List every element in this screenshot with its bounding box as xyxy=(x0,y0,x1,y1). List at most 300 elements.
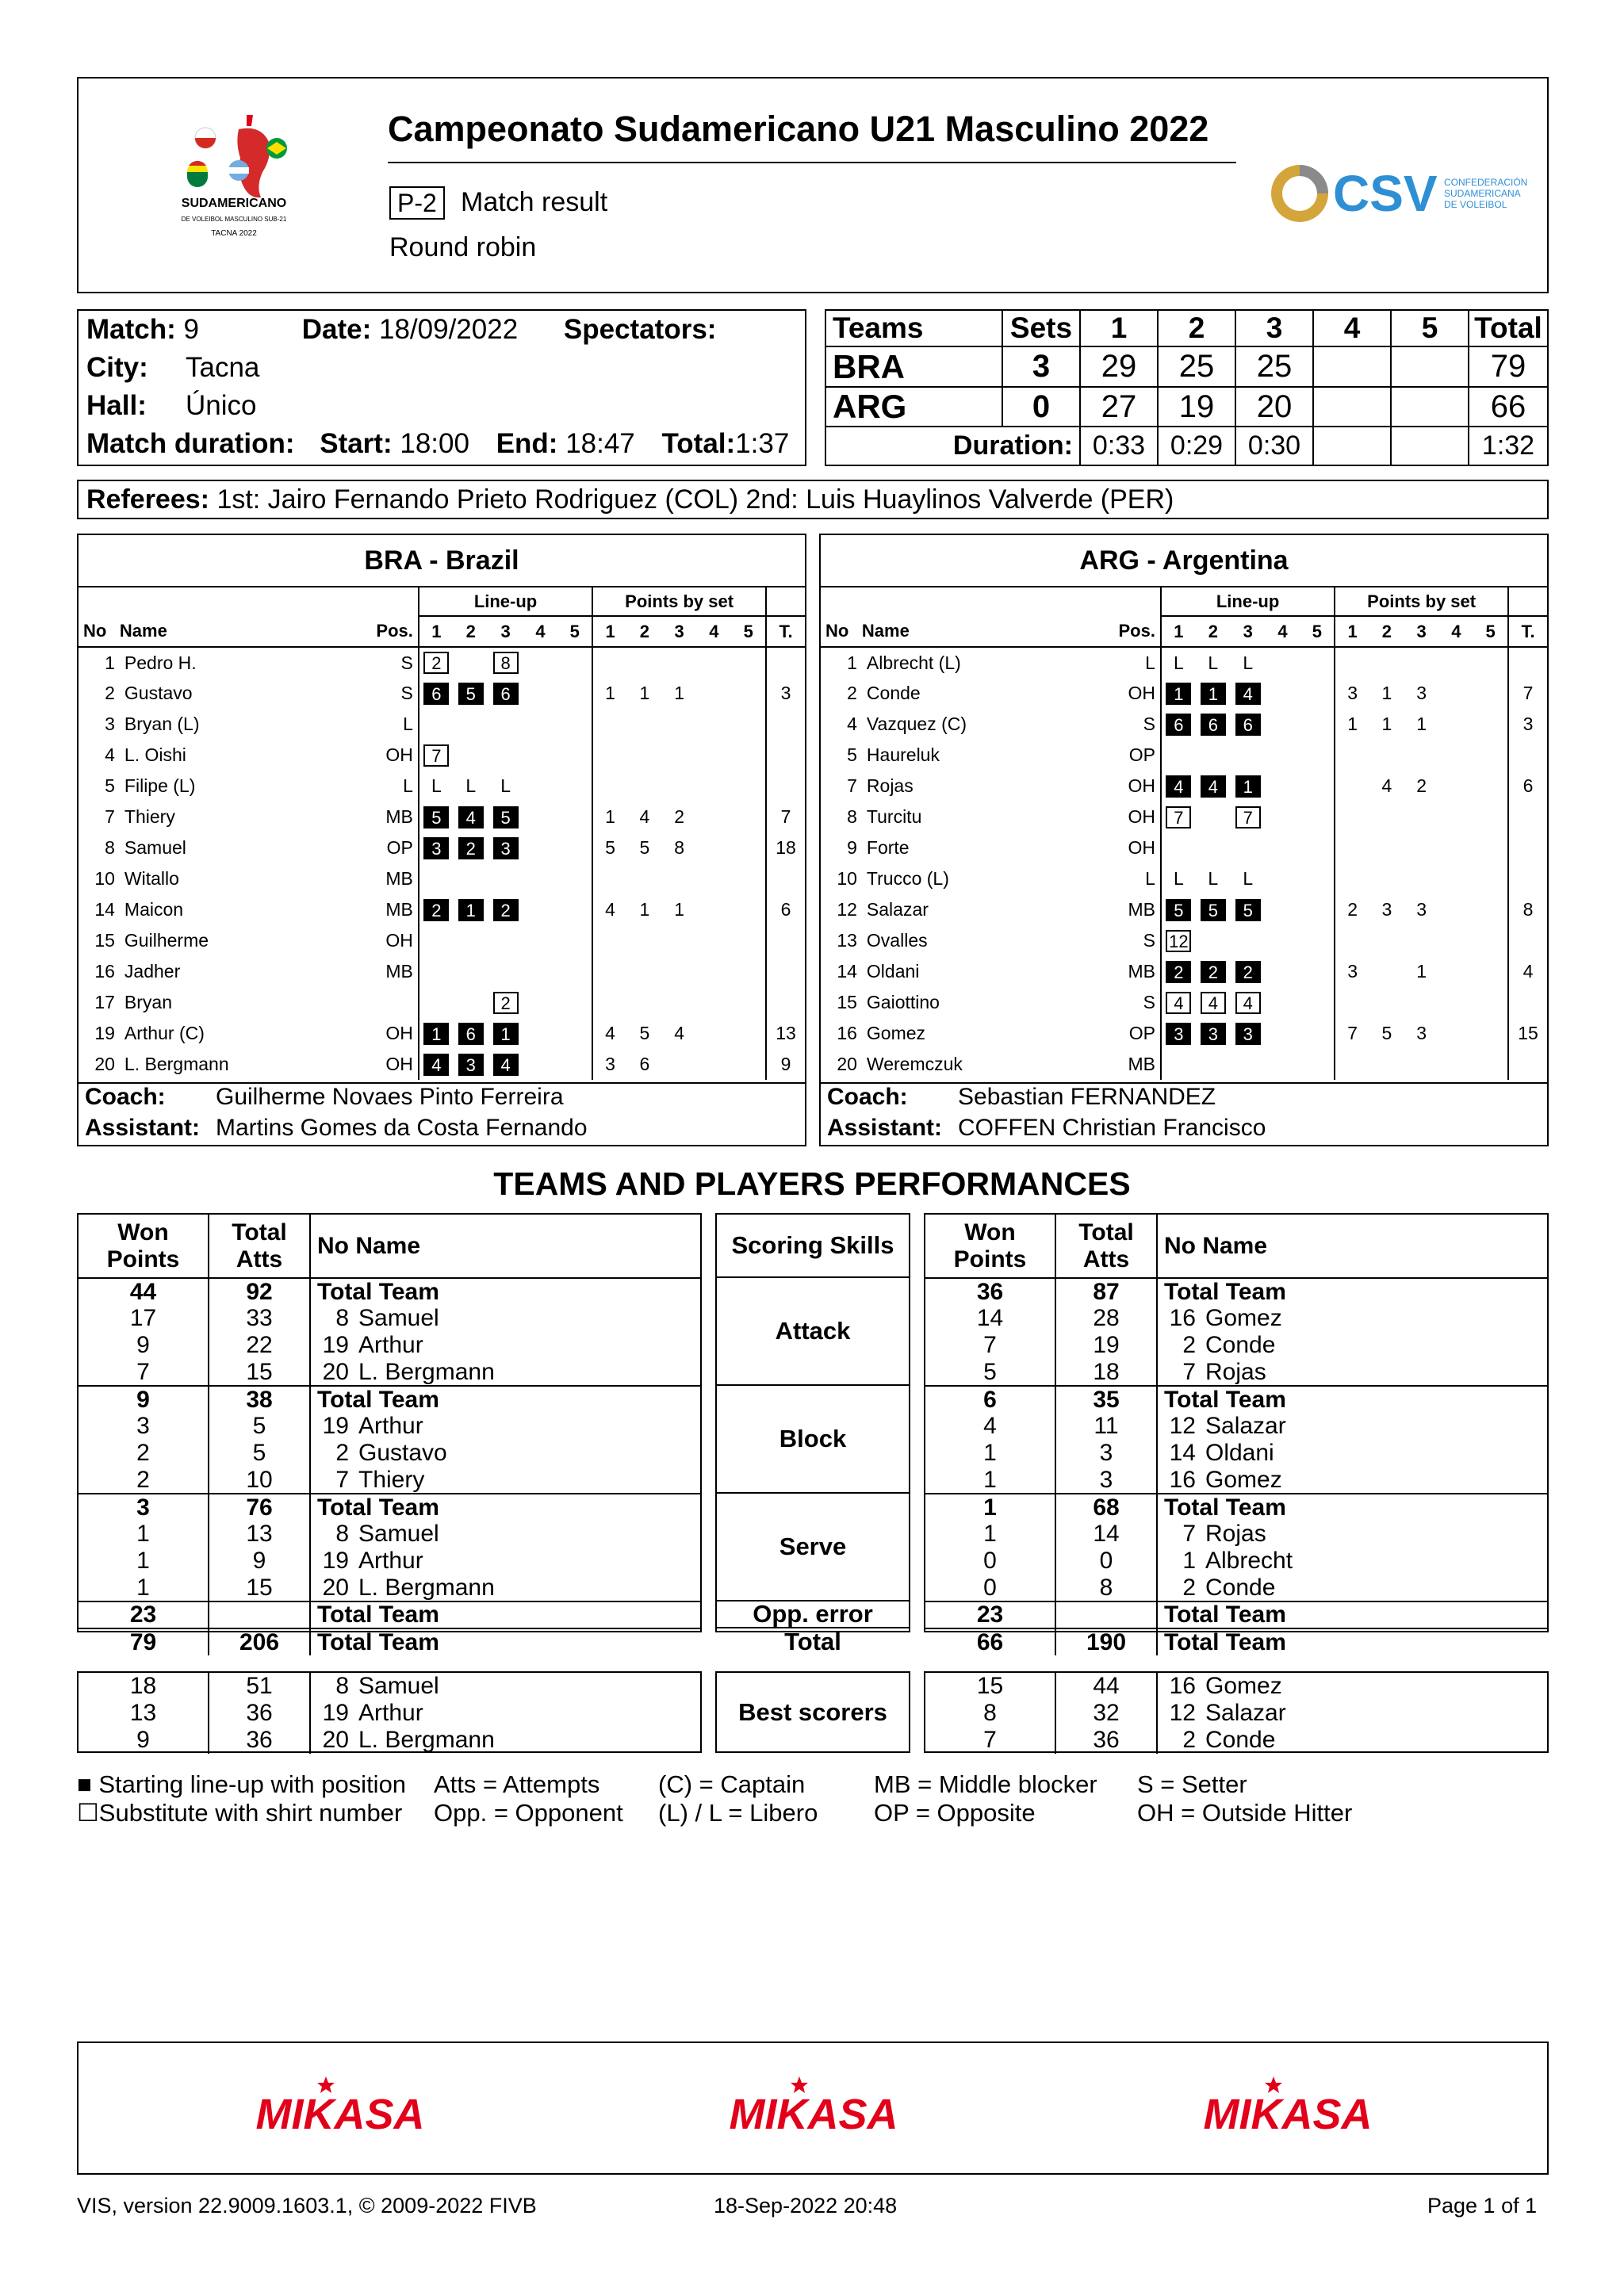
libero-mark: L xyxy=(1174,868,1184,889)
player-total: 15 xyxy=(1518,1023,1538,1043)
player-total xyxy=(766,987,805,1018)
set-points xyxy=(731,832,766,863)
set-points xyxy=(592,987,627,1018)
performance-row xyxy=(925,1575,1547,1601)
set-points xyxy=(1473,678,1508,709)
set-points xyxy=(1439,740,1474,771)
col-won-points: Won Points xyxy=(79,1215,209,1278)
set-points xyxy=(1473,647,1508,678)
player-row xyxy=(821,1049,1547,1080)
match-date: 18/09/2022 xyxy=(378,314,519,345)
player-number: 3 xyxy=(105,714,115,734)
player-name: Total Team xyxy=(1164,1628,1286,1655)
substitute-number: 4 xyxy=(1201,992,1226,1014)
column-header: 2 xyxy=(639,621,649,641)
player-position: OH xyxy=(376,740,418,771)
column-header: 5 xyxy=(557,616,592,647)
player-total xyxy=(766,771,805,802)
set-points: 5 xyxy=(639,1023,650,1043)
starting-position: 4 xyxy=(458,806,484,828)
column-header: 1 xyxy=(431,621,442,641)
player-name: Bryan xyxy=(124,992,173,1012)
set-points xyxy=(697,1049,732,1080)
player-name: Guilherme xyxy=(124,930,209,951)
duration-row: Duration: 0:33 0:29 0:30 1:32 xyxy=(825,427,1548,465)
player-name: Gustavo xyxy=(124,683,193,703)
total-atts: 15 xyxy=(209,1359,310,1386)
player-total xyxy=(766,956,805,987)
total-atts: 28 xyxy=(1055,1305,1157,1332)
set-points xyxy=(1473,987,1508,1018)
set-points: 3 xyxy=(1416,683,1427,703)
legend-item: S = Setter xyxy=(1137,1770,1247,1798)
player-row xyxy=(821,678,1547,709)
starting-position: 3 xyxy=(423,837,449,859)
performance-row xyxy=(79,1575,700,1601)
set-points xyxy=(592,740,627,771)
set-points xyxy=(627,987,662,1018)
player-number: 2 xyxy=(1182,1727,1196,1753)
svg-text:DE VOLEIBOL: DE VOLEIBOL xyxy=(1444,199,1507,210)
libero-mark: L xyxy=(1174,652,1184,673)
player-name: Turcitu xyxy=(866,806,922,827)
event-logo xyxy=(174,110,348,261)
set-points: 3 xyxy=(605,1054,615,1074)
player-name: Rojas xyxy=(866,775,914,796)
set-points: 7 xyxy=(1347,1023,1358,1043)
footer-page: Page 1 of 1 xyxy=(1427,2194,1538,2218)
set-points: 1 xyxy=(1381,683,1392,703)
player-number: 5 xyxy=(105,775,115,796)
player-name: Arthur xyxy=(358,1700,423,1726)
player-number: 20 xyxy=(322,1358,349,1385)
player-number: 1 xyxy=(847,652,857,673)
player-name: Samuel xyxy=(358,1305,439,1331)
player-number: 15 xyxy=(94,930,115,951)
legend-item: MB = Middle blocker xyxy=(874,1770,1097,1798)
set-points: 4 xyxy=(1381,775,1392,796)
starting-position: 4 xyxy=(1235,683,1261,705)
total-atts: 5 xyxy=(209,1440,310,1467)
substitute-number: 2 xyxy=(493,992,519,1014)
player-row xyxy=(821,863,1547,894)
player-row xyxy=(821,740,1547,771)
set-points: 1 xyxy=(1416,961,1427,982)
won-points: 5 xyxy=(925,1359,1055,1386)
city-row: City: Tacna xyxy=(86,352,260,383)
player-row xyxy=(79,771,805,802)
starting-position: 4 xyxy=(493,1054,519,1076)
set-points xyxy=(1335,771,1369,802)
set-points: 2 xyxy=(1416,775,1427,796)
starting-position: 4 xyxy=(1201,775,1226,798)
player-total xyxy=(1508,925,1547,956)
set-points xyxy=(731,925,766,956)
player-total: 6 xyxy=(780,899,791,920)
total-time: 1:37 xyxy=(735,428,790,459)
set-points xyxy=(1439,863,1474,894)
col-set3: 3 xyxy=(1235,310,1313,346)
total-atts: 13 xyxy=(209,1521,310,1548)
set-points xyxy=(662,863,697,894)
player-name: Conde xyxy=(1205,1332,1276,1358)
performance-row xyxy=(79,1601,700,1628)
set-points: 2 xyxy=(1347,899,1358,920)
starting-position: 2 xyxy=(1201,961,1226,983)
won-points: 1 xyxy=(925,1494,1055,1521)
player-name: Oldani xyxy=(866,961,920,982)
performance-row xyxy=(925,1700,1547,1727)
set-points: 3 xyxy=(1416,899,1427,920)
referees: Referees: 1st: Jairo Fernando Prieto Rodriguez (COL) 2nd: Luis Huaylinos Valverde (PER) xyxy=(77,480,1549,519)
column-header: Pos. xyxy=(376,616,418,647)
set-points xyxy=(1369,987,1404,1018)
player-row xyxy=(79,647,805,678)
svg-text:SUDAMERICANA: SUDAMERICANA xyxy=(1444,188,1521,199)
player-number: 1 xyxy=(105,652,115,673)
set-points xyxy=(1439,1049,1474,1080)
legend-item: Atts = Attempts xyxy=(434,1770,600,1798)
column-header: Name xyxy=(119,621,167,641)
set-points xyxy=(1369,832,1404,863)
set-points xyxy=(1404,1049,1439,1080)
total-atts: 36 xyxy=(209,1727,310,1754)
player-position: OH xyxy=(1118,802,1160,832)
player-row xyxy=(821,987,1547,1018)
libero-mark: L xyxy=(1243,652,1254,673)
column-header: Name xyxy=(861,621,910,641)
mikasa-logo xyxy=(1185,2075,1391,2138)
set-points xyxy=(1473,832,1508,863)
player-position: L xyxy=(1118,863,1160,894)
won-points: 44 xyxy=(79,1278,209,1305)
set-points xyxy=(1369,1049,1404,1080)
player-position: MB xyxy=(376,956,418,987)
hall-value: Único xyxy=(186,390,257,421)
player-name: Total Team xyxy=(1164,1278,1286,1305)
set-points xyxy=(627,771,662,802)
player-name: Gomez xyxy=(1205,1305,1282,1331)
set-points xyxy=(1404,740,1439,771)
lineup-header: Line-up xyxy=(1161,587,1335,616)
set-points xyxy=(662,987,697,1018)
player-name: Total Team xyxy=(317,1494,439,1521)
libero-mark: L xyxy=(1208,652,1219,673)
column-header: 1 xyxy=(1347,621,1358,641)
set-points xyxy=(1473,925,1508,956)
round-label: Round robin xyxy=(389,232,537,262)
player-row xyxy=(79,863,805,894)
player-name: L. Bergmann xyxy=(358,1574,495,1601)
total-atts: 44 xyxy=(1055,1673,1157,1700)
total-atts: 18 xyxy=(1055,1359,1157,1386)
svg-text:MIKASA: MIKASA xyxy=(1203,2091,1373,2138)
set-points xyxy=(1439,925,1474,956)
set-points xyxy=(1439,771,1474,802)
starting-position: 3 xyxy=(493,837,519,859)
set-points xyxy=(627,647,662,678)
svg-text:SUDAMERICANO: SUDAMERICANO xyxy=(181,197,287,210)
coach-row: Coach: Guilherme Novaes Pinto Ferreira xyxy=(85,1084,564,1110)
player-row xyxy=(79,956,805,987)
performance-row xyxy=(925,1628,1547,1655)
set-points xyxy=(1439,647,1474,678)
total-atts: 35 xyxy=(1055,1386,1157,1413)
player-number: 16 xyxy=(1169,1305,1196,1331)
set-points: 4 xyxy=(639,806,650,827)
performance-row xyxy=(79,1673,700,1700)
set-points xyxy=(1473,956,1508,987)
end-time: 18:47 xyxy=(565,428,635,459)
set-points: 1 xyxy=(1347,714,1358,734)
set-points xyxy=(731,956,766,987)
player-number: 19 xyxy=(322,1332,349,1358)
starting-position: 2 xyxy=(493,899,519,921)
starting-position: 3 xyxy=(1201,1023,1226,1045)
player-name: Pedro H. xyxy=(124,652,197,673)
player-row xyxy=(79,678,805,709)
player-name: L. Bergmann xyxy=(358,1727,495,1753)
team-title: ARG - Argentina xyxy=(821,535,1547,587)
player-name: Conde xyxy=(866,683,921,703)
libero-mark: L xyxy=(431,775,442,796)
total-atts: 92 xyxy=(209,1278,310,1305)
player-position: L xyxy=(376,771,418,802)
total-atts: 0 xyxy=(1055,1548,1157,1575)
column-header: 4 xyxy=(1451,621,1461,641)
set-points xyxy=(1473,740,1508,771)
performance-row xyxy=(79,1548,700,1575)
column-header: 2 xyxy=(1208,621,1218,641)
set-points xyxy=(662,925,697,956)
player-number: 8 xyxy=(335,1673,349,1699)
performance-row xyxy=(79,1332,700,1359)
set-points xyxy=(731,709,766,740)
total-atts: 33 xyxy=(209,1305,310,1332)
col-set4: 4 xyxy=(1313,310,1391,346)
legend-item: (L) / L = Libero xyxy=(658,1799,818,1827)
won-points: 18 xyxy=(79,1673,209,1700)
total-atts: 8 xyxy=(1055,1575,1157,1601)
mikasa-logo xyxy=(710,2075,917,2138)
set-points: 1 xyxy=(674,683,685,703)
set-points xyxy=(1473,1049,1508,1080)
player-number: 7 xyxy=(105,806,115,827)
coach-row: Coach: Sebastian FERNANDEZ xyxy=(827,1084,1216,1110)
won-points: 8 xyxy=(925,1700,1055,1727)
svg-text:CONFEDERACIÓN: CONFEDERACIÓN xyxy=(1444,177,1528,188)
substitute-number: 4 xyxy=(1235,992,1261,1014)
column-header: T. xyxy=(1521,621,1535,641)
set-points: 1 xyxy=(1416,714,1427,734)
set-points: 4 xyxy=(605,1023,615,1043)
player-position: S xyxy=(376,678,418,709)
set-points xyxy=(627,925,662,956)
performance-row xyxy=(925,1305,1547,1332)
set-points xyxy=(1473,1018,1508,1049)
player-number: 20 xyxy=(837,1054,857,1074)
set-points xyxy=(697,740,732,771)
set-points xyxy=(592,647,627,678)
skills-header: Scoring Skills xyxy=(717,1215,909,1278)
set-points xyxy=(697,925,732,956)
total-atts: 3 xyxy=(1055,1440,1157,1467)
set-points xyxy=(1473,863,1508,894)
set-points xyxy=(731,771,766,802)
player-name: Samuel xyxy=(124,837,186,858)
set-points xyxy=(1404,863,1439,894)
set-points xyxy=(1473,771,1508,802)
set-points xyxy=(731,863,766,894)
won-points: 1 xyxy=(79,1575,209,1601)
svg-text:CSV: CSV xyxy=(1333,165,1438,222)
player-total xyxy=(766,925,805,956)
coach-name: Guilherme Novaes Pinto Ferreira xyxy=(216,1084,564,1110)
player-position: OH xyxy=(376,925,418,956)
document-header xyxy=(77,77,1549,293)
player-name: Total Team xyxy=(1164,1601,1286,1628)
performance-row xyxy=(925,1332,1547,1359)
column-header: 5 xyxy=(1300,616,1335,647)
player-number: 8 xyxy=(335,1305,349,1331)
col-won-points: Won Points xyxy=(925,1215,1055,1278)
set-points xyxy=(1439,1018,1474,1049)
set-points xyxy=(1404,987,1439,1018)
player-name: Jadher xyxy=(124,961,181,982)
total-atts: 68 xyxy=(1055,1494,1157,1521)
set-points xyxy=(1335,1049,1369,1080)
player-number: 7 xyxy=(1182,1358,1196,1385)
performance-row xyxy=(79,1700,700,1727)
column-header: T. xyxy=(779,621,793,641)
player-number: 14 xyxy=(94,899,115,920)
column-header: 4 xyxy=(1277,621,1288,641)
set-points: 1 xyxy=(674,899,685,920)
set-points xyxy=(1369,647,1404,678)
player-total xyxy=(1508,802,1547,832)
player-row xyxy=(821,802,1547,832)
performance-row xyxy=(79,1359,700,1386)
player-name: Salazar xyxy=(1205,1700,1286,1726)
set-points xyxy=(1404,925,1439,956)
player-row xyxy=(79,894,805,925)
column-header: 2 xyxy=(465,621,476,641)
score-row-arg: ARG 0 27 19 20 66 xyxy=(825,387,1548,427)
set-points xyxy=(1439,956,1474,987)
assistant-row: Assistant: COFFEN Christian Francisco xyxy=(827,1115,1266,1141)
starting-position: 2 xyxy=(458,837,484,859)
libero-mark: L xyxy=(1208,868,1219,889)
set-points xyxy=(1369,863,1404,894)
set-points: 5 xyxy=(1381,1023,1392,1043)
player-row xyxy=(79,1049,805,1080)
player-name: Salazar xyxy=(866,899,929,920)
player-number: 20 xyxy=(322,1574,349,1601)
starting-position: 1 xyxy=(493,1023,519,1045)
player-name: Rojas xyxy=(1205,1358,1266,1385)
player-number: 7 xyxy=(1182,1521,1196,1547)
set-points: 1 xyxy=(605,806,615,827)
starting-position: 3 xyxy=(1166,1023,1191,1045)
won-points: 1 xyxy=(925,1521,1055,1548)
column-header: 3 xyxy=(1416,621,1427,641)
starting-position: 4 xyxy=(423,1054,449,1076)
performance-row xyxy=(925,1386,1547,1413)
won-points: 79 xyxy=(79,1628,209,1655)
won-points: 3 xyxy=(79,1413,209,1440)
won-points: 1 xyxy=(925,1440,1055,1467)
substitute-number: 7 xyxy=(1235,806,1261,828)
player-name: Arthur xyxy=(358,1548,423,1574)
document-code: P-2 xyxy=(389,186,445,220)
player-name: Total Team xyxy=(1164,1494,1286,1521)
set-points xyxy=(731,1049,766,1080)
player-name: Gustavo xyxy=(358,1440,447,1466)
set-points xyxy=(1369,740,1404,771)
set-points xyxy=(662,1049,697,1080)
total-atts: 36 xyxy=(1055,1727,1157,1754)
player-number: 20 xyxy=(94,1054,115,1074)
starting-position: 3 xyxy=(1235,1023,1261,1045)
won-points: 1 xyxy=(79,1548,209,1575)
player-name: Albrecht (L) xyxy=(866,652,961,673)
legend-item: ☐Substitute with shirt number xyxy=(77,1799,403,1827)
player-number: 8 xyxy=(335,1521,349,1547)
svg-text:MIKASA: MIKASA xyxy=(729,2091,898,2138)
player-position: S xyxy=(376,647,418,678)
total-atts: 38 xyxy=(209,1386,310,1413)
team-roster-arg xyxy=(819,534,1549,1146)
match-number: 9 xyxy=(183,314,199,345)
col-sets: Sets xyxy=(1002,310,1080,346)
set-points xyxy=(731,894,766,925)
set-points: 6 xyxy=(639,1054,650,1074)
team-roster-bra xyxy=(77,534,806,1146)
starting-position: 6 xyxy=(423,683,449,705)
col-total-atts: Total Atts xyxy=(1055,1215,1157,1278)
referees-text: 1st: Jairo Fernando Prieto Rodriguez (COL) 2nd: Luis Huaylinos Valverde (PER) xyxy=(216,484,1174,515)
starting-position: 6 xyxy=(1166,714,1191,736)
performance-row xyxy=(79,1521,700,1548)
performance-row xyxy=(79,1467,700,1494)
player-row xyxy=(79,832,805,863)
performance-row xyxy=(925,1494,1547,1521)
performance-row xyxy=(79,1386,700,1413)
total-atts xyxy=(209,1601,310,1628)
starting-position: 1 xyxy=(458,899,484,921)
svg-text:DE VOLEIBOL MASCULINO SUB-21: DE VOLEIBOL MASCULINO SUB-21 xyxy=(181,216,287,223)
set-points xyxy=(1335,647,1369,678)
starting-position: 5 xyxy=(1235,899,1261,921)
performance-row xyxy=(79,1305,700,1332)
set-points: 1 xyxy=(1381,714,1392,734)
player-number: 19 xyxy=(94,1023,115,1043)
performance-row xyxy=(925,1467,1547,1494)
player-name: Gaiottino xyxy=(866,992,940,1012)
performance-row xyxy=(79,1413,700,1440)
total-atts: 206 xyxy=(209,1628,310,1655)
set-points: 8 xyxy=(674,837,685,858)
player-number: 5 xyxy=(847,744,857,765)
total-atts: 5 xyxy=(209,1413,310,1440)
won-points: 66 xyxy=(925,1628,1055,1655)
player-name: Conde xyxy=(1205,1727,1276,1753)
column-header: Pos. xyxy=(1118,616,1160,647)
player-number: 1 xyxy=(1182,1548,1196,1574)
set-points xyxy=(697,863,732,894)
substitute-number: 7 xyxy=(423,744,449,767)
player-position: MB xyxy=(1118,1049,1160,1080)
